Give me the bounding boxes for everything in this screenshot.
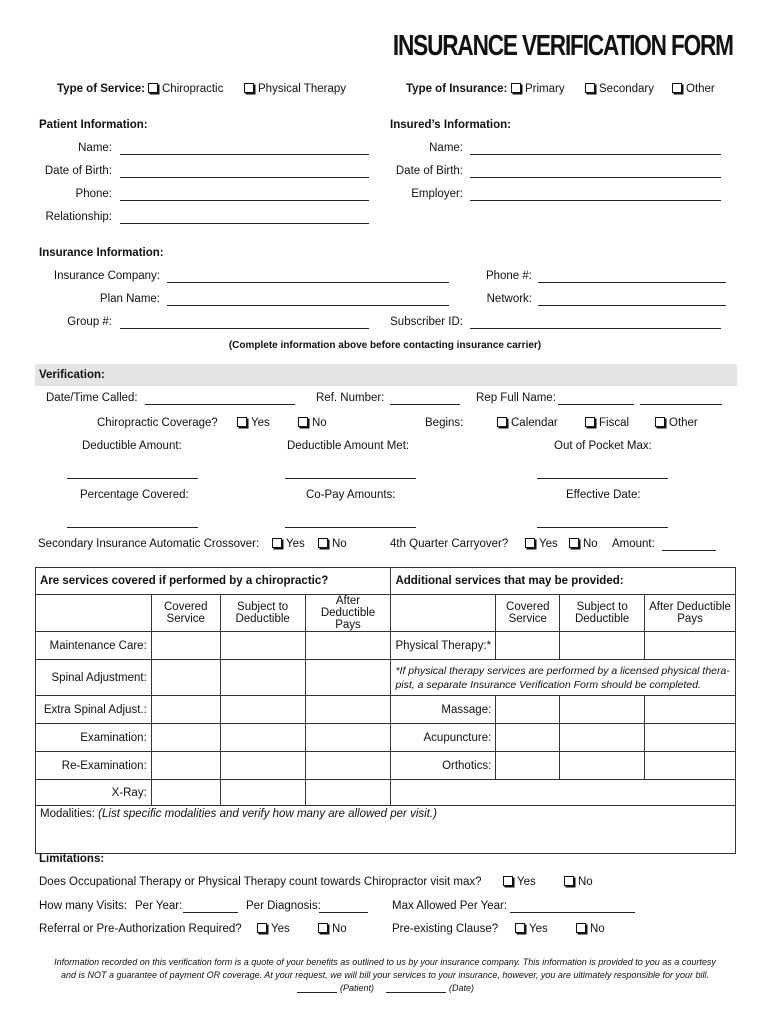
carryover-label: 4th Quarter Carryover? [390,538,509,550]
additional-services-heading: Additional services that may be provided: [391,568,736,595]
ot-question: Does Occupational Therapy or Physical Therapy count towards Chiropractor visit max? [39,876,482,888]
row-maintenance-care: Maintenance Care: [36,632,152,660]
cell[interactable] [645,632,736,660]
date-time-label: Date/Time Called: [46,392,138,404]
referral-yes[interactable]: Yes [257,923,290,935]
checkbox-icon [672,83,682,93]
network-label: Network: [486,293,532,305]
chiro-coverage-no[interactable]: No [298,417,327,429]
preexisting-label: Pre-existing Clause? [392,923,499,935]
copay-label: Co-Pay Amounts: [306,489,396,501]
col-subject-deductible: Subject to Deductible [220,595,305,632]
cell[interactable] [305,660,391,696]
cell[interactable] [151,696,220,724]
checkbox-icon [318,923,328,933]
per-diagnosis-label: Per Diagnosis: [246,900,321,912]
patient-dob-field[interactable] [120,177,369,178]
date-time-field[interactable] [145,404,295,405]
patient-name-label: Name: [78,142,112,154]
insured-employer-label: Employer: [411,188,463,200]
row-x-ray: X-Ray: [36,780,152,806]
insured-name-field[interactable] [470,154,721,155]
checkbox-icon [148,83,158,93]
checkbox-icon [272,538,282,548]
type-of-service-label: Type of Service: [57,83,145,95]
deductible-label: Deductible Amount: [82,440,182,452]
verification-heading: Verification: [39,369,105,381]
physical-therapy-option[interactable]: Physical Therapy [244,83,346,95]
cell[interactable] [220,696,305,724]
patient-phone-label: Phone: [75,188,112,200]
patient-name-field[interactable] [120,154,369,155]
ref-number-label: Ref. Number: [316,392,385,404]
chiropractic-option[interactable]: Chiropractic [148,83,223,95]
patient-dob-label: Date of Birth: [44,165,112,177]
preexisting-no[interactable]: No [576,923,605,935]
col-after-deductible: After Deductible Pays [305,595,391,632]
patient-phone-field[interactable] [120,200,369,201]
disclaimer-line-2: and is NOT a guarantee of payment OR coverage. At your request, we will bill your services to your insurance, however, you are ultimately responsible for your bill. [61,970,709,980]
per-year-label: Per Year: [135,900,183,912]
insured-employer-field[interactable] [470,200,721,201]
disclaimer-line-1: Information recorded on this verification form is a quote of your benefits as outlined to us by your insurance company. This information is provided to you as a courtesy [54,957,716,967]
subscriber-id-label: Subscriber ID: [390,316,463,328]
row-spinal-adjustment: Spinal Adjustment: [36,660,152,696]
cell[interactable] [220,780,305,806]
cell[interactable] [220,752,305,780]
cell[interactable] [496,724,560,752]
oop-max-field[interactable] [537,478,668,479]
ot-yes[interactable]: Yes [503,876,536,888]
crossover-no[interactable]: No [318,538,347,550]
visits-label: How many Visits: [39,900,127,912]
checkbox-icon [585,83,595,93]
row-extra-spinal: Extra Spinal Adjust.: [36,696,152,724]
deductible-met-label: Deductible Amount Met: [287,440,410,452]
checkbox-icon [237,417,247,427]
services-table [35,567,736,854]
insured-dob-label: Date of Birth: [395,165,463,177]
checkbox-icon [497,417,507,427]
cell[interactable] [151,752,220,780]
effective-date-field[interactable] [537,527,668,528]
percentage-field[interactable] [67,527,198,528]
modalities-note: (List specific modalities and verify how many are allowed per visit.) [98,808,437,820]
pt-note: *If physical therapy services are performed by a licensed physical thera- pist, a separate Insurance Verification Form should be completed. [391,660,736,696]
copay-field[interactable] [285,527,416,528]
carryover-yes[interactable]: Yes [525,538,558,550]
crossover-yes[interactable]: Yes [272,538,305,550]
checkbox-icon [585,417,595,427]
begins-label: Begins: [425,417,464,429]
date-field[interactable] [386,992,446,993]
per-diagnosis-field[interactable] [319,912,368,913]
checkbox-icon [569,538,579,548]
cell[interactable] [496,632,560,660]
row-orthotics: Orthotics: [391,752,496,780]
ref-number-field[interactable] [390,404,460,405]
insurance-phone-label: Phone #: [485,270,532,282]
row-massage: Massage: [391,696,496,724]
secondary-option[interactable]: Secondary [585,83,654,95]
page-title: INSURANCE VERIFICATION FORM [393,30,733,62]
cell[interactable] [151,724,220,752]
effective-date-label: Effective Date: [566,489,641,501]
checkbox-icon [503,876,513,886]
crossover-label: Secondary Insurance Automatic Crossover: [38,538,260,550]
checkbox-icon [257,923,267,933]
insurance-info-heading: Insurance Information: [39,247,164,259]
cell[interactable] [645,724,736,752]
per-year-field[interactable] [183,912,238,913]
cell[interactable] [220,632,305,660]
rep-name-field-1[interactable] [558,404,634,405]
row-physical-therapy: Physical Therapy:* [391,632,496,660]
row-acupuncture: Acupuncture: [391,724,496,752]
checkbox-icon [525,538,535,548]
rep-name-label: Rep Full Name: [476,392,556,404]
chiro-services-heading: Are services covered if performed by a chiropractic? [36,568,391,595]
cell[interactable] [645,696,736,724]
insured-dob-field[interactable] [470,177,721,178]
plan-name-label: Plan Name: [99,293,160,305]
cell[interactable] [151,660,220,696]
patient-info-heading: Patient Information: [39,119,148,131]
insured-name-label: Name: [429,142,463,154]
primary-option[interactable]: Primary [511,83,565,95]
cell[interactable] [305,724,391,752]
group-field[interactable] [120,328,369,329]
checkbox-icon [576,923,586,933]
ot-no[interactable]: No [564,876,593,888]
cell[interactable] [496,752,560,780]
chiro-coverage-label: Chiropractic Coverage? [97,417,218,429]
cell[interactable] [645,752,736,780]
cell[interactable] [560,696,645,724]
row-examination: Examination: [36,724,152,752]
carryover-no[interactable]: No [569,538,598,550]
complete-info-note: (Complete information above before contacting insurance carrier) [228,340,542,351]
group-label: Group #: [67,316,112,328]
subscriber-id-field[interactable] [470,328,721,329]
referral-label: Referral or Pre-Authorization Required? [39,923,242,935]
date-caption: (Date) [449,983,475,993]
insurance-company-label: Insurance Company: [53,270,160,282]
amount-field[interactable] [662,550,716,551]
modalities-label: Modalities: [40,808,95,820]
row-re-examination: Re-Examination: [36,752,152,780]
checkbox-icon [515,923,525,933]
modalities-cell[interactable] [36,806,736,854]
deductible-field[interactable] [67,478,198,479]
insurance-company-field[interactable] [167,282,449,283]
checkbox-icon [298,417,308,427]
cell[interactable] [305,632,391,660]
checkbox-icon [511,83,521,93]
type-of-insurance-label: Type of Insurance: [406,83,508,95]
empty-header-cell [36,595,152,632]
other-option[interactable]: Other [672,83,715,95]
limitations-heading: Limitations: [39,853,105,865]
cell[interactable] [560,724,645,752]
checkbox-icon [244,83,254,93]
col-covered-service: Covered Service [151,595,220,632]
cell[interactable] [305,696,391,724]
col-after-deductible: After Deductible Pays [645,595,736,632]
oop-max-label: Out of Pocket Max: [554,440,652,452]
patient-caption: (Patient) [340,983,375,993]
max-per-year-label: Max Allowed Per Year: [392,900,508,912]
empty-header-cell [391,595,496,632]
cell[interactable] [220,660,305,696]
begins-fiscal[interactable]: Fiscal [585,417,629,429]
deductible-met-field[interactable] [285,478,416,479]
chiro-coverage-yes[interactable]: Yes [237,417,270,429]
plan-name-field[interactable] [167,305,449,306]
cell[interactable] [305,780,391,806]
patient-initials-field[interactable] [297,992,337,993]
cell[interactable] [305,752,391,780]
insured-info-heading: Insured’s Information: [390,119,511,131]
cell[interactable] [560,752,645,780]
cell[interactable] [560,632,645,660]
insurance-phone-field[interactable] [538,282,726,283]
rep-name-field-2[interactable] [640,404,722,405]
network-field[interactable] [538,305,726,306]
cell[interactable] [151,632,220,660]
checkbox-icon [655,417,665,427]
cell[interactable] [151,780,220,806]
begins-other[interactable]: Other [655,417,698,429]
percentage-label: Percentage Covered: [80,489,189,501]
checkbox-icon [318,538,328,548]
referral-no[interactable]: No [318,923,347,935]
empty-cell [391,780,736,806]
verification-band [35,364,737,386]
checkbox-icon [564,876,574,886]
amount-label: Amount: [612,538,655,550]
cell[interactable] [496,696,560,724]
preexisting-yes[interactable]: Yes [515,923,548,935]
col-covered-service: Covered Service [496,595,560,632]
begins-calendar[interactable]: Calendar [497,417,558,429]
col-subject-deductible: Subject to Deductible [560,595,645,632]
relationship-field[interactable] [120,223,369,224]
cell[interactable] [220,724,305,752]
relationship-label: Relationship: [45,211,112,223]
max-per-year-field[interactable] [510,912,635,913]
